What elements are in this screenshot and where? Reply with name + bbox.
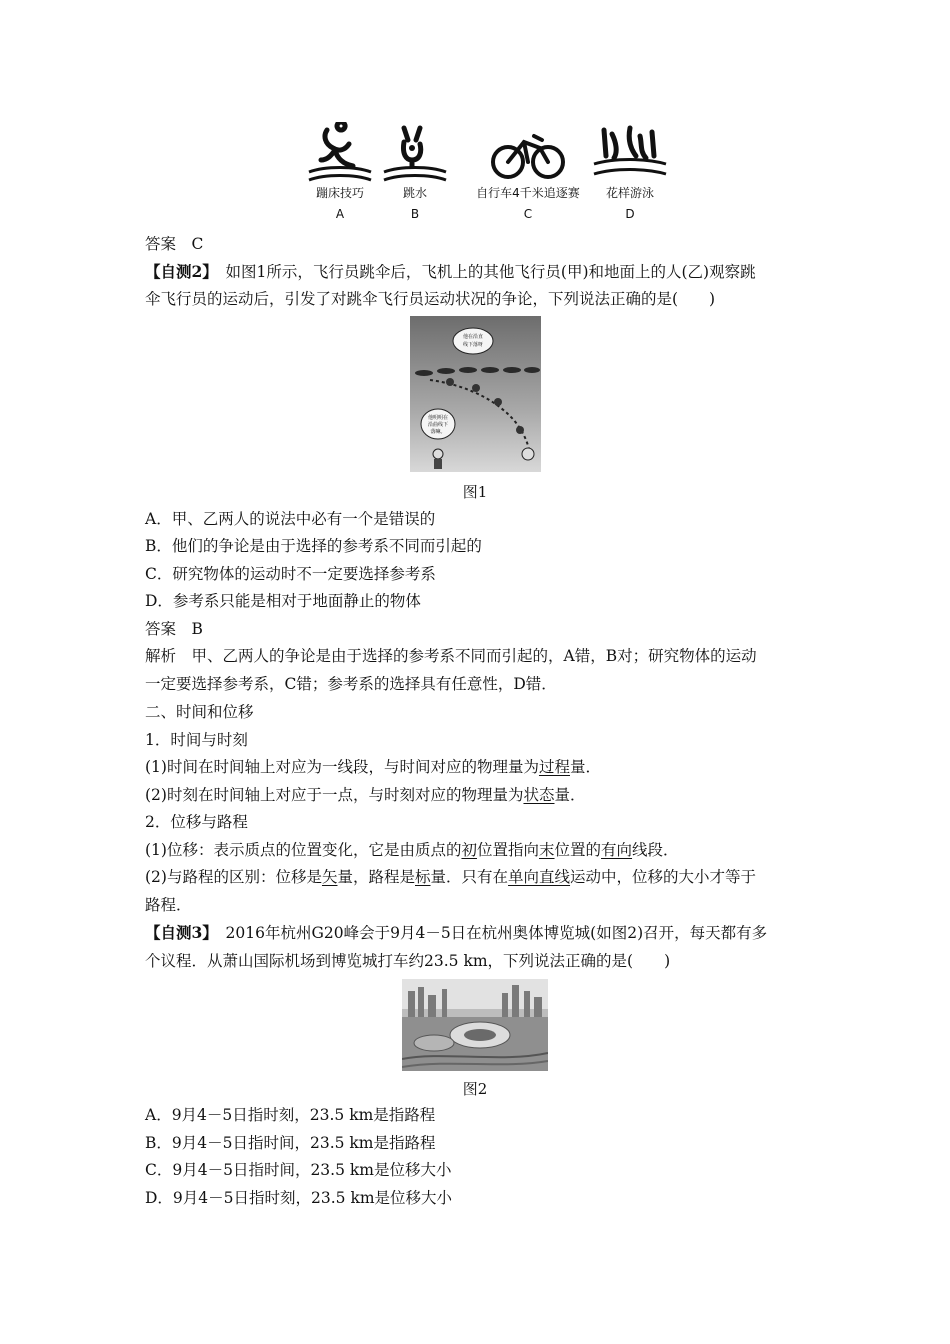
svg-text:线下落呀: 线下落呀 xyxy=(462,342,484,348)
text-span: 运动中，位移的大小才等于 xyxy=(570,868,757,886)
svg-text:他明明在: 他明明在 xyxy=(427,415,449,421)
q3-option-b: B．9月4－5日指时间，23.5 km是指路程 xyxy=(145,1134,436,1152)
sport-letter: B xyxy=(410,207,420,221)
underlined-term: 末 xyxy=(539,841,555,859)
q3-option-d: D．9月4－5日指时刻，23.5 km是位移大小 xyxy=(145,1189,453,1207)
q3-stem-line-1 xyxy=(145,923,815,943)
q2-label: 【自测2】 xyxy=(145,262,211,281)
sport-letter: D xyxy=(625,207,635,221)
cycling-icon xyxy=(488,122,568,184)
q2-stem-line-2: 伞飞行员的运动后，引发了对跳伞飞行员运动状况的争论，下列说法正确的是( ) xyxy=(145,290,716,308)
section-title: 二、时间和位移 xyxy=(145,703,254,721)
underlined-term: 有向 xyxy=(601,841,633,859)
text-span: 线段． xyxy=(632,841,679,859)
sport-option-d xyxy=(580,122,680,222)
q2-stem-line-1 xyxy=(145,262,815,282)
diving-icon xyxy=(380,122,450,184)
q2-option-b: B．他们的争论是由于选择的参考系不同而引起的 xyxy=(145,537,482,555)
underlined-term: 矢 xyxy=(321,868,338,886)
q2-analysis-line-2: 一定要选择参考系，C错；参考系的选择具有任意性，D错． xyxy=(145,675,557,693)
text-span: 量． xyxy=(554,786,586,804)
underlined-term: 标 xyxy=(415,868,431,886)
figure-2-caption: 图2 xyxy=(462,1080,488,1098)
text-span: 位置指向 xyxy=(476,841,539,859)
q3-stem-text: 2016年杭州G20峰会于9月4－5日在杭州奥体博览城(如图2)召开，每天都有多 xyxy=(210,924,768,942)
sport-letter: A xyxy=(335,207,345,221)
svg-text:落嘛。: 落嘛。 xyxy=(430,429,446,435)
q2-option-d: D．参考系只能是相对于地面静止的物体 xyxy=(145,592,421,610)
figure-1-caption: 图1 xyxy=(462,483,488,501)
subsection-2-title: 2．位移与路程 xyxy=(145,813,248,831)
underlined-term: 单向直线 xyxy=(508,868,571,886)
sport-name: 蹦床技巧 xyxy=(315,186,364,200)
distance-difference-cont: 路程． xyxy=(145,896,192,914)
text-span: 量．只有在 xyxy=(430,868,509,886)
underlined-term: 过程 xyxy=(538,758,570,776)
q3-label: 【自测3】 xyxy=(145,923,211,942)
sport-name: 跳水 xyxy=(402,186,427,200)
moment-definition xyxy=(145,785,815,805)
text-span: 位置的 xyxy=(554,841,602,859)
q3-option-c: C．9月4－5日指时间，23.5 km是位移大小 xyxy=(145,1161,452,1179)
sport-option-c xyxy=(468,122,588,222)
q2-option-a: A．甲、乙两人的说法中必有一个是错误的 xyxy=(145,510,436,528)
q2-option-c: C．研究物体的运动时不一定要选择参考系 xyxy=(145,565,436,583)
figure-2-image xyxy=(402,979,548,1071)
q3-stem-line-2: 个议程．从萧山国际机场到博览城打车约23.5 km，下列说法正确的是( ) xyxy=(145,952,671,970)
text-span: (2)时刻在时间轴上对应于一点，与时刻对应的物理量为 xyxy=(145,786,524,804)
sport-letter: C xyxy=(523,207,533,221)
q2-analysis-line-1: 解析 甲、乙两人的争论是由于选择的参考系不同而引起的，A错，B对；研究物体的运动 xyxy=(145,647,757,665)
text-span: 量． xyxy=(569,758,601,776)
q2-answer: 答案 B xyxy=(145,620,203,638)
time-definition xyxy=(145,757,815,777)
q1-answer: 答案 C xyxy=(145,235,204,253)
sport-name: 自行车4千米追逐赛 xyxy=(476,186,580,200)
sports-figure xyxy=(290,122,670,230)
q3-option-a: A．9月4－5日指时刻，23.5 km是指路程 xyxy=(145,1106,436,1124)
synchronized-swimming-icon xyxy=(590,122,670,184)
q2-stem-text: 如图1所示，飞行员跳伞后，飞机上的其他飞行员(甲)和地面上的人(乙)观察跳 xyxy=(210,263,756,281)
text-span: (2)与路程的区别：位移是 xyxy=(145,868,322,886)
svg-text:沿曲线下: 沿曲线下 xyxy=(427,422,449,428)
figure-1-image xyxy=(410,316,541,472)
subsection-1-title: 1．时间与时刻 xyxy=(145,731,248,749)
underlined-term: 初 xyxy=(461,841,477,859)
underlined-term: 状态 xyxy=(523,786,555,804)
sport-name: 花样游泳 xyxy=(605,186,654,200)
text-span: 量，路程是 xyxy=(337,868,415,886)
svg-text:他在沿直: 他在沿直 xyxy=(462,334,484,340)
distance-difference xyxy=(145,867,815,887)
displacement-definition xyxy=(145,840,815,860)
text-span: (1)时间在时间轴上对应为一线段，与时间对应的物理量为 xyxy=(145,758,539,776)
sport-option-b xyxy=(365,122,465,222)
text-span: (1)位移：表示质点的位置变化，它是由质点的 xyxy=(145,841,462,859)
